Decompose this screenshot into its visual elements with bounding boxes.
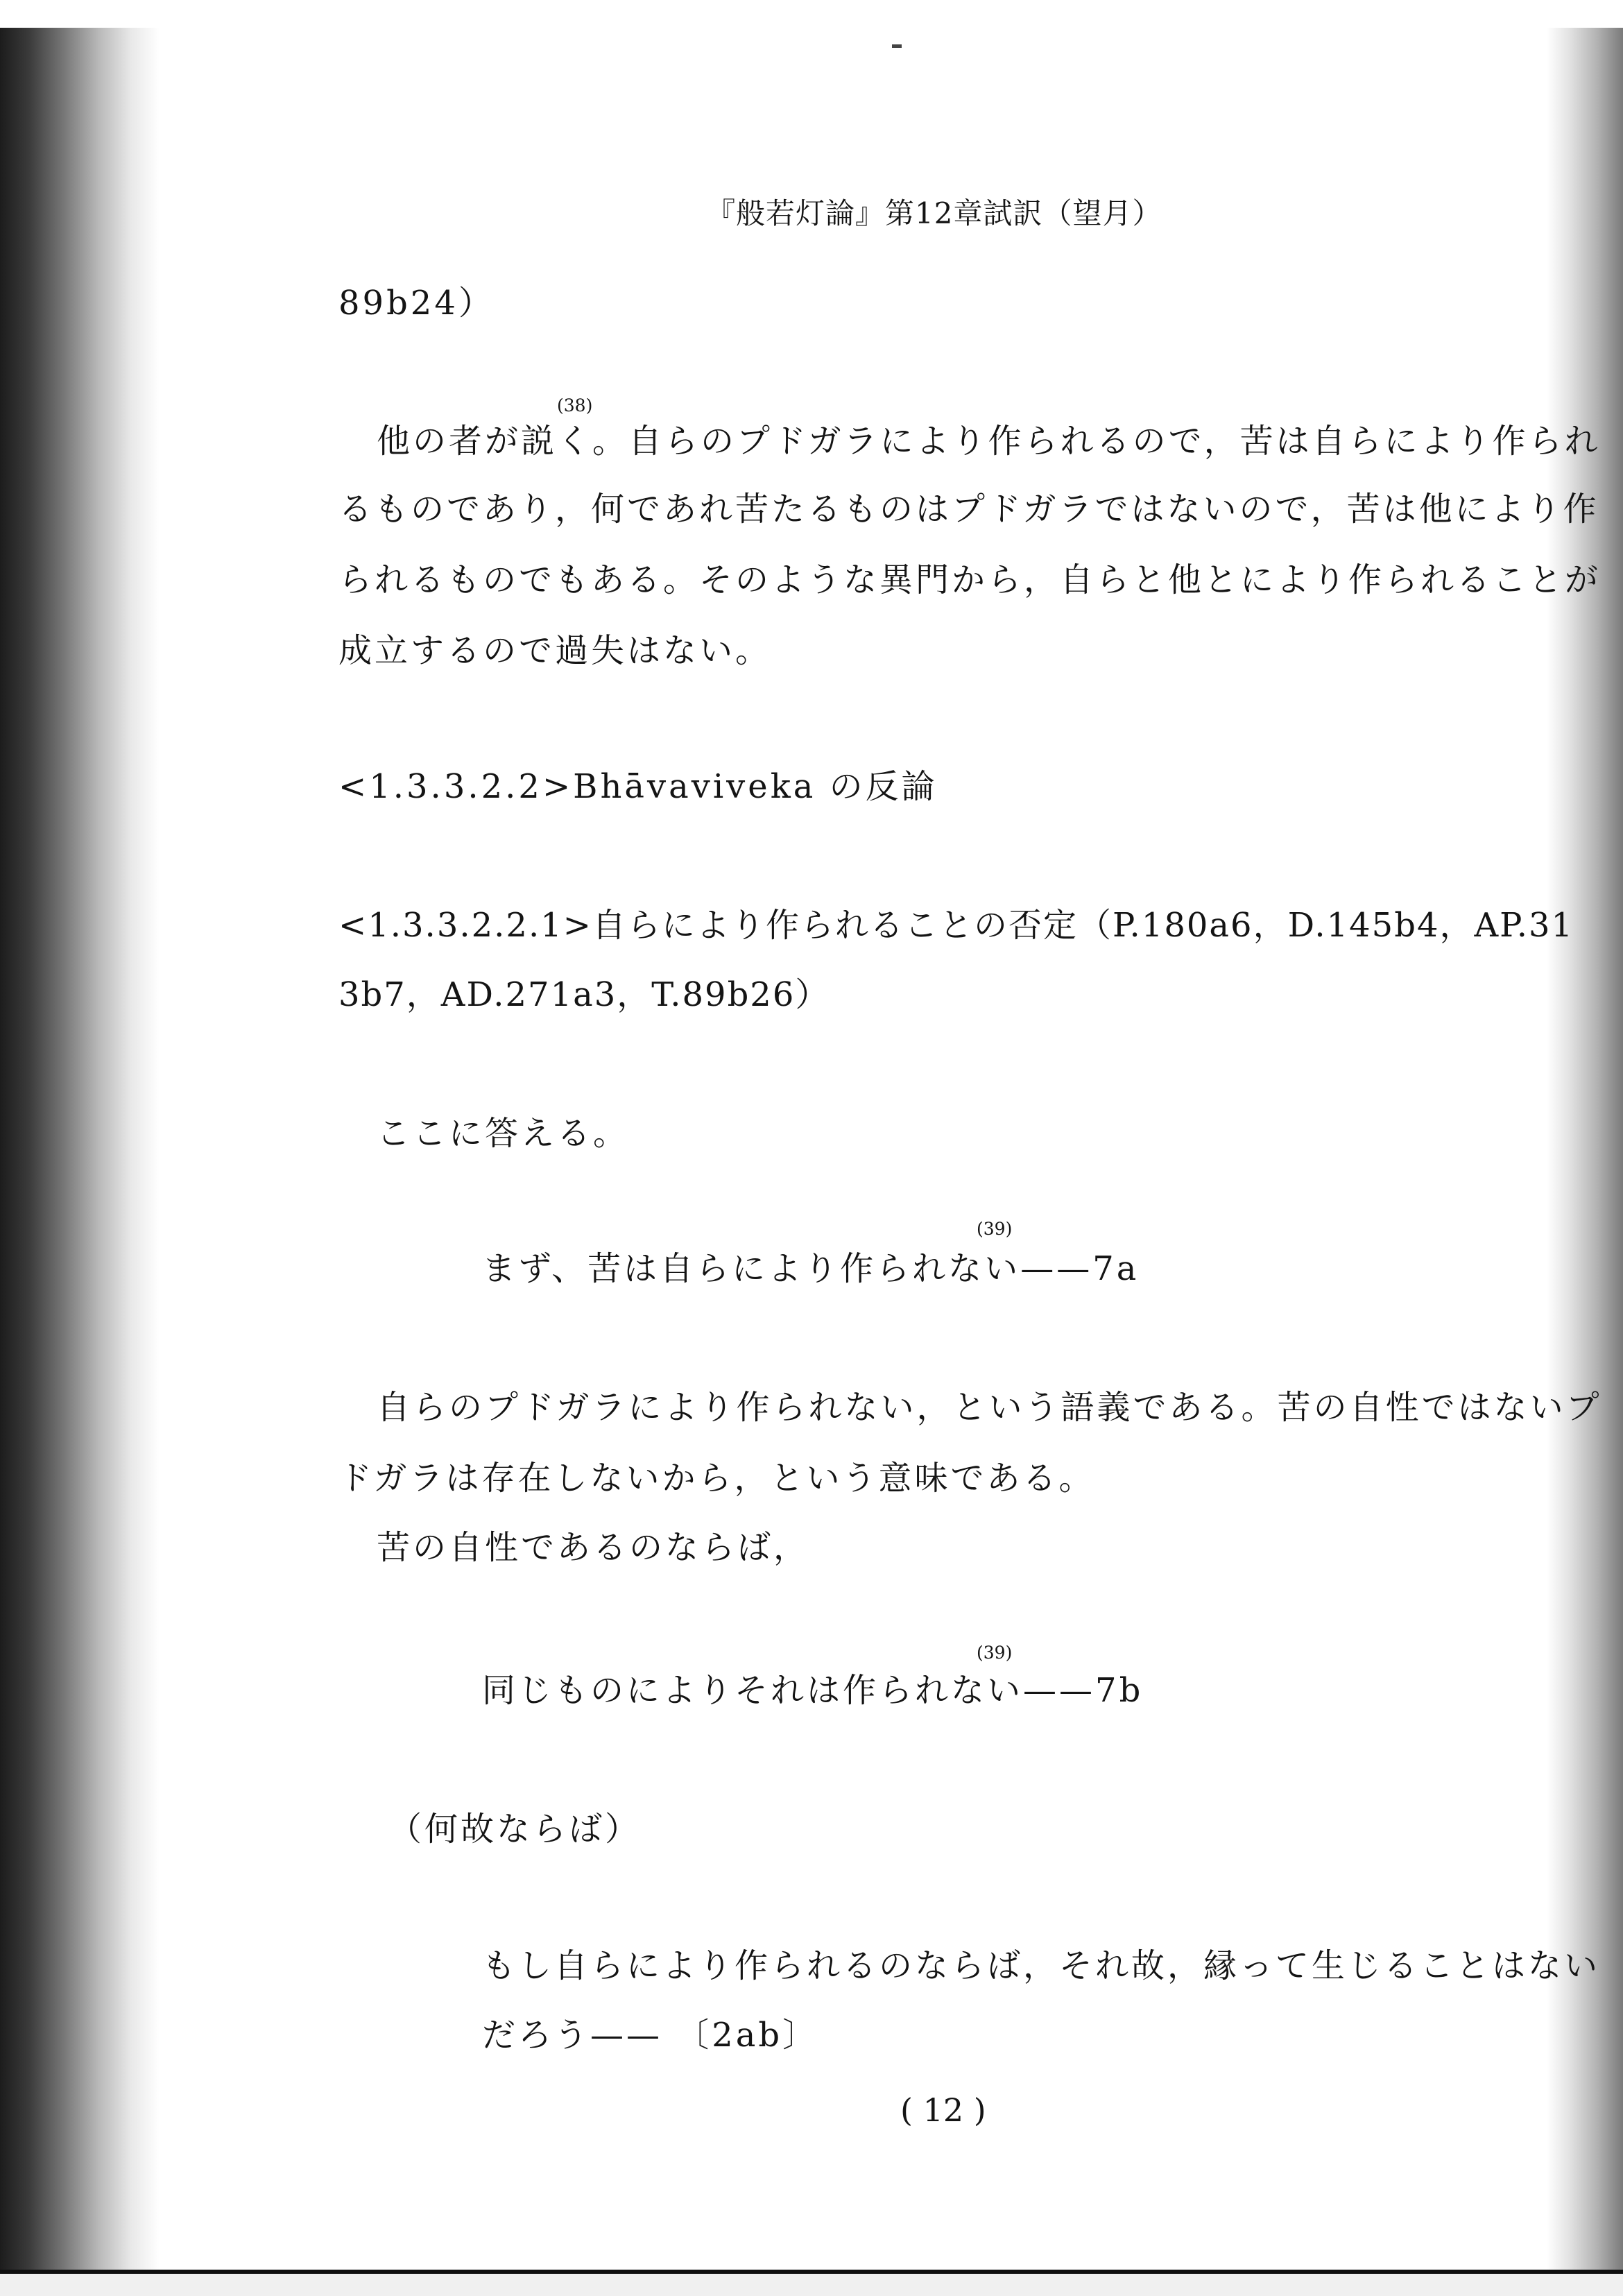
text-line: （何故ならば）	[388, 1810, 642, 1849]
scan-bottom-shade	[0, 2274, 1623, 2296]
section-heading: <1.3.3.2.2>Bhāvaviveka の反論	[338, 767, 938, 806]
text-line: 89b24）	[338, 284, 495, 323]
verse-line: 同じものによりそれは作られない——7b	[482, 1671, 1144, 1710]
footnote-marker-38: (38)	[557, 395, 593, 415]
footnote-marker-39: (39)	[977, 1643, 1013, 1663]
verse-line: だろう—— 〔2ab〕	[482, 2016, 819, 2055]
text-line: 他の者が説く。自らのプドガラにより作られるので，苦は自らにより作られ	[377, 422, 1601, 461]
text-line: 自らのプドガラにより作られない，という語義である。苦の自性ではないプ	[377, 1388, 1602, 1427]
text-line: ドガラは存在しないから，という意味である。	[338, 1459, 1095, 1498]
verse-line: まず、苦は自らにより作られない——7a	[482, 1249, 1140, 1288]
text-line: 成立するので過失はない。	[338, 631, 772, 670]
page-number: ( 12 )	[900, 2091, 986, 2129]
scan-shadow-right	[1547, 28, 1623, 2275]
section-heading: <1.3.3.2.2.1>自らにより作られることの否定（P.180a6，D.145b4，AP.31	[338, 906, 1574, 945]
text-line: 苦の自性であるのならば，	[377, 1528, 810, 1567]
scan-speck	[892, 44, 902, 48]
text-line: るものであり，何であれ苦たるものはプドガラではないので，苦は他により作	[338, 490, 1599, 529]
footnote-marker-39: (39)	[977, 1219, 1013, 1239]
running-head: 『般若灯論』第12章試訳（望月）	[706, 196, 1162, 230]
text-line: ここに答える。	[377, 1114, 630, 1153]
verse-line: もし自らにより作られるのならば，それ故，縁って生じることはない	[482, 1946, 1601, 1985]
text-line: 3b7，AD.271a3，T.89b26）	[338, 975, 830, 1014]
text-line: られるものでもある。そのような異門から，自らと他とにより作られることが	[338, 560, 1601, 599]
scan-shadow-left	[0, 28, 160, 2275]
